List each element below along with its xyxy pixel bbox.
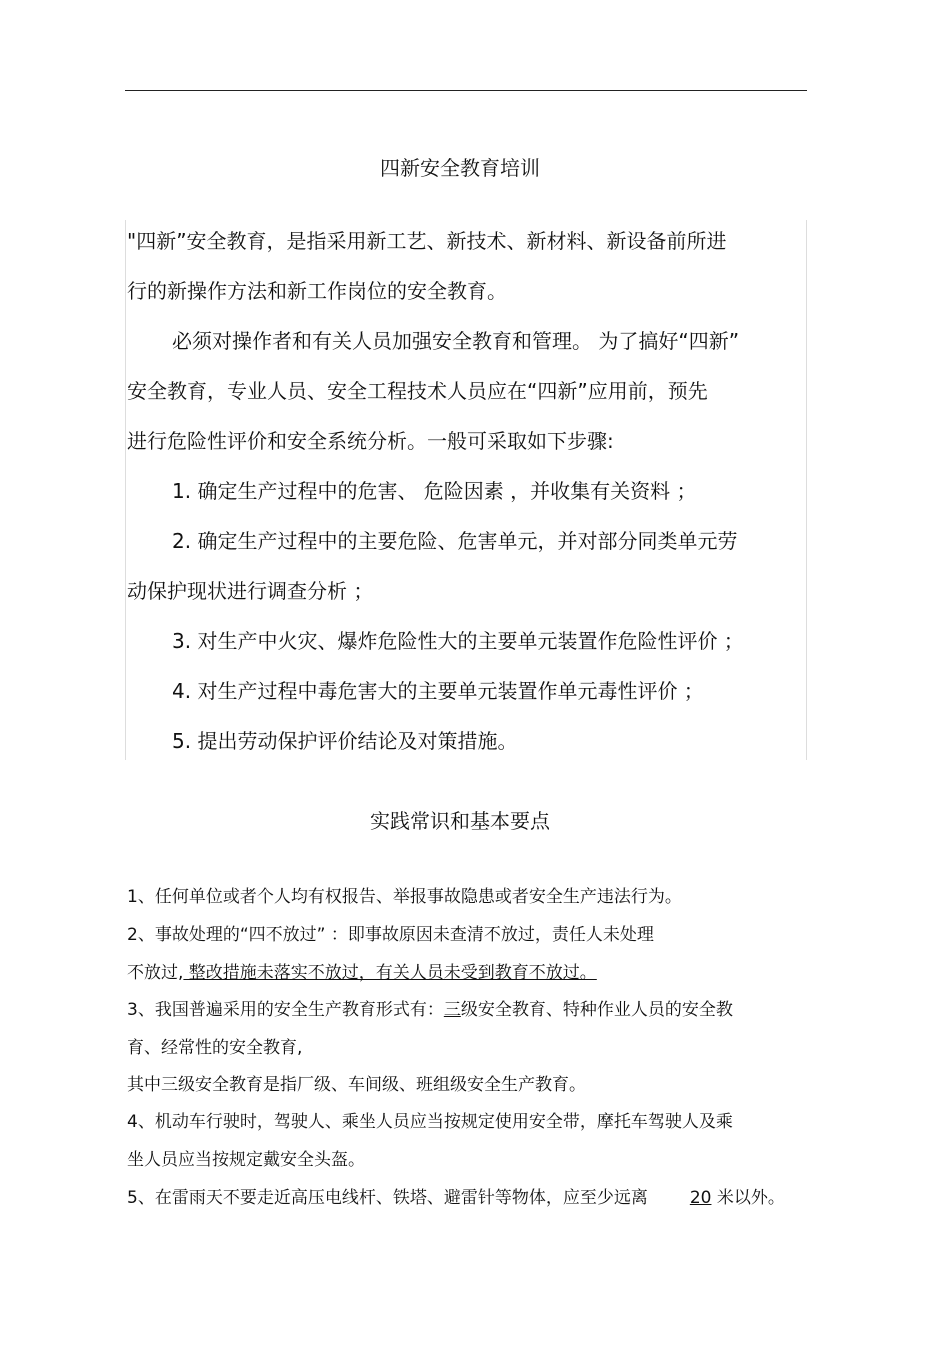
step-3: 3. 对生产中火灾、爆炸危险性大的主要单元装置作危险性评价 ； xyxy=(172,629,744,653)
section1-line-4: 安全教育，专业人员、安全工程技术人员应在“四新”应用前，预先 xyxy=(127,379,708,403)
point-3-a: 3、我国普遍采用的安全生产教育形式有： xyxy=(127,1000,444,1020)
section1-line-2: 行的新操作方法和新工作岗位的安全教育。 xyxy=(127,279,507,303)
section1-line-3: 必须对操作者和有关人员加强安全教育和管理。 为了搞好“四新” xyxy=(172,329,740,353)
point-3-b: 三 xyxy=(443,1000,461,1020)
point-2-cont xyxy=(127,958,597,983)
section1-line-5: 进行危险性评价和安全系统分析。一般可采取如下步骤: xyxy=(127,429,614,453)
step-2-cont: 动保护现状进行调查分析 ； xyxy=(127,579,374,603)
point-3 xyxy=(127,995,733,1020)
left-border xyxy=(125,220,126,760)
point-5-c: 米以外。 xyxy=(711,1188,785,1208)
section1-title: 四新安全教育培训 xyxy=(380,156,540,180)
point-2-cont-b: 整改措施未落实不放过，有关人员未受到教育不放过。 xyxy=(183,963,597,983)
point-2: 2、事故处理的“四不放过” ：即事故原因未查清不放过，责任人未处理 xyxy=(127,925,654,945)
section1-line-1: "四新”安全教育，是指采用新工艺、新技术、新材料、新设备前所进 xyxy=(127,229,727,253)
point-5-b: 20 xyxy=(689,1188,712,1208)
point-2-cont-a: 不放过, xyxy=(127,963,184,983)
point-1: 1、任何单位或者个人均有权报告、举报事故隐患或者安全生产违法行为。 xyxy=(127,887,682,907)
point-5-a: 5、在雷雨天不要走近高压电线杆、铁塔、避雷针等物体，应至少远离 xyxy=(127,1188,648,1208)
point-3-c: 级安全教育、特种作业人员的安全教 xyxy=(460,1000,733,1020)
step-2: 2. 确定生产过程中的主要危险、危害单元，并对部分同类单元劳 xyxy=(172,529,738,553)
point-3-cont: 育、经常性的安全教育, xyxy=(127,1038,303,1058)
point-4-cont: 坐人员应当按规定戴安全头盔。 xyxy=(127,1150,365,1170)
point-5 xyxy=(127,1183,785,1208)
right-border xyxy=(806,220,807,760)
header-rule xyxy=(125,90,807,91)
point-4: 4、机动车行驶时，驾驶人、乘坐人员应当按规定使用安全带，摩托车驾驶人及乘 xyxy=(127,1112,733,1132)
section2-title: 实践常识和基本要点 xyxy=(370,809,550,833)
point-3-cont2: 其中三级安全教育是指厂级、车间级、班组级安全生产教育。 xyxy=(127,1075,586,1095)
step-4: 4. 对生产过程中毒危害大的主要单元装置作单元毒性评价 ； xyxy=(172,679,704,703)
step-1: 1. 确定生产过程中的危害、 危险因素 ，并收集有关资料 ； xyxy=(172,479,697,503)
step-5: 5. 提出劳动保护评价结论及对策措施。 xyxy=(172,729,518,753)
